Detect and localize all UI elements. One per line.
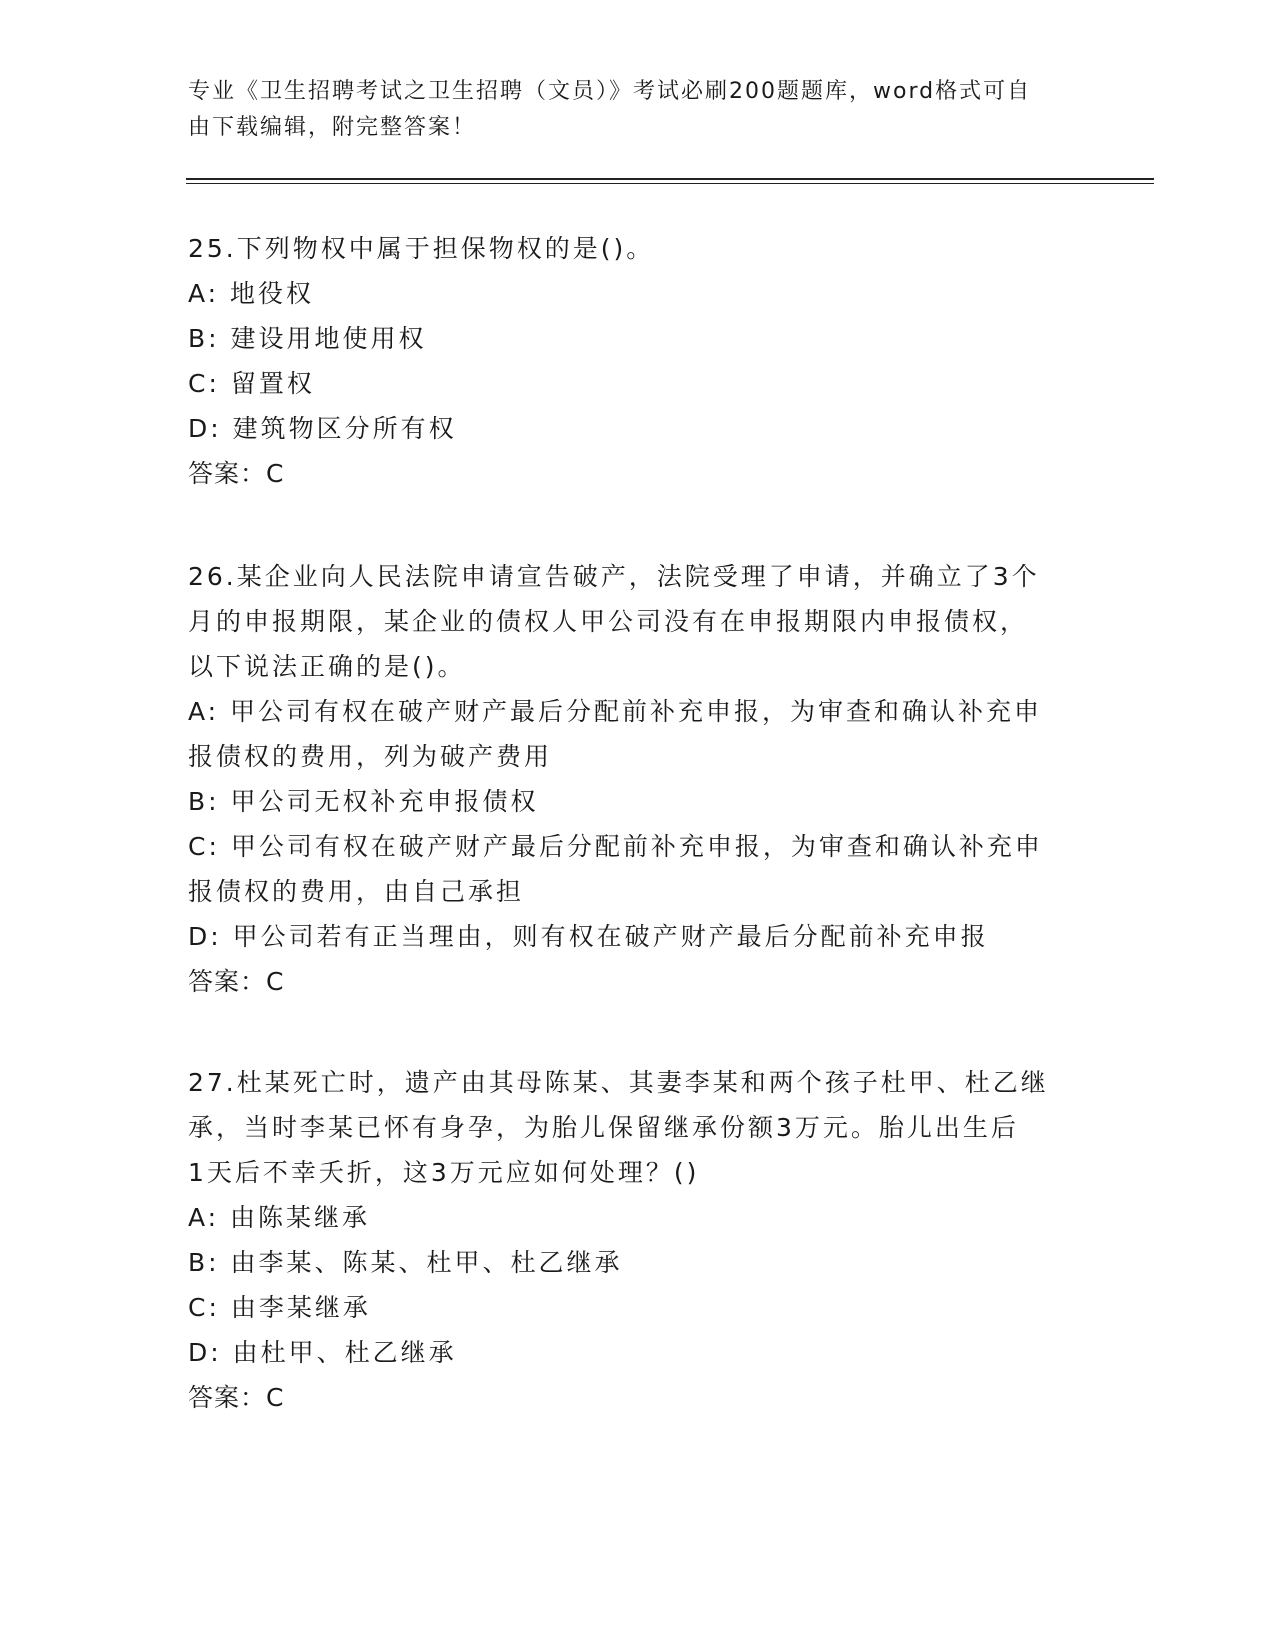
document-header	[188, 74, 1068, 146]
question-stem: 26.某企业向人民法院申请宣告破产，法院受理了申请，并确立了3个	[188, 562, 1040, 591]
question-stem: 27.杜某死亡时，遗产由其母陈某、其妻李某和两个孩子杜甲、杜乙继	[188, 1068, 1049, 1097]
answer: 答案：C	[188, 459, 285, 488]
question-stem: 1天后不幸夭折，这3万元应如何处理？()	[188, 1158, 700, 1187]
option-d: D: 由杜甲、杜乙继承	[188, 1338, 457, 1367]
option-c: C: 甲公司有权在破产财产最后分配前补充申报，为审查和确认补充申	[188, 832, 1043, 861]
header-divider-thin	[186, 183, 1154, 184]
option-a-continued: 报债权的费用，列为破产费用	[188, 742, 553, 771]
question-stem: 以下说法正确的是()。	[188, 652, 466, 681]
option-d: D: 建筑物区分所有权	[188, 414, 457, 443]
header-line-1: 专业《卫生招聘考试之卫生招聘（文员）》考试必刷200题题库，word格式可自	[188, 79, 1032, 104]
option-c: C: 留置权	[188, 369, 315, 398]
question-27	[188, 1060, 1088, 1420]
option-b: B: 甲公司无权补充申报债权	[188, 787, 539, 816]
option-d: D: 甲公司若有正当理由，则有权在破产财产最后分配前补充申报	[188, 922, 989, 951]
answer: 答案：C	[188, 967, 285, 996]
option-a: A: 甲公司有权在破产财产最后分配前补充申报，为审查和确认补充申	[188, 697, 1043, 726]
question-stem: 25.下列物权中属于担保物权的是()。	[188, 234, 655, 263]
question-stem: 月的申报期限，某企业的债权人甲公司没有在申报期限内申报债权，	[188, 607, 1029, 636]
option-b: B: 由李某、陈某、杜甲、杜乙继承	[188, 1248, 623, 1277]
option-b: B: 建设用地使用权	[188, 324, 427, 353]
question-26	[188, 554, 1088, 1004]
question-25	[188, 226, 1088, 496]
question-stem: 承，当时李某已怀有身孕，为胎儿保留继承份额3万元。胎儿出生后	[188, 1113, 1019, 1142]
option-a: A: 地役权	[188, 279, 315, 308]
option-a: A: 由陈某继承	[188, 1203, 371, 1232]
option-c: C: 由李某继承	[188, 1293, 371, 1322]
header-divider	[186, 178, 1154, 180]
answer: 答案：C	[188, 1383, 285, 1412]
option-c-continued: 报债权的费用，由自己承担	[188, 877, 525, 906]
header-line-2: 由下载编辑，附完整答案！	[188, 115, 477, 140]
